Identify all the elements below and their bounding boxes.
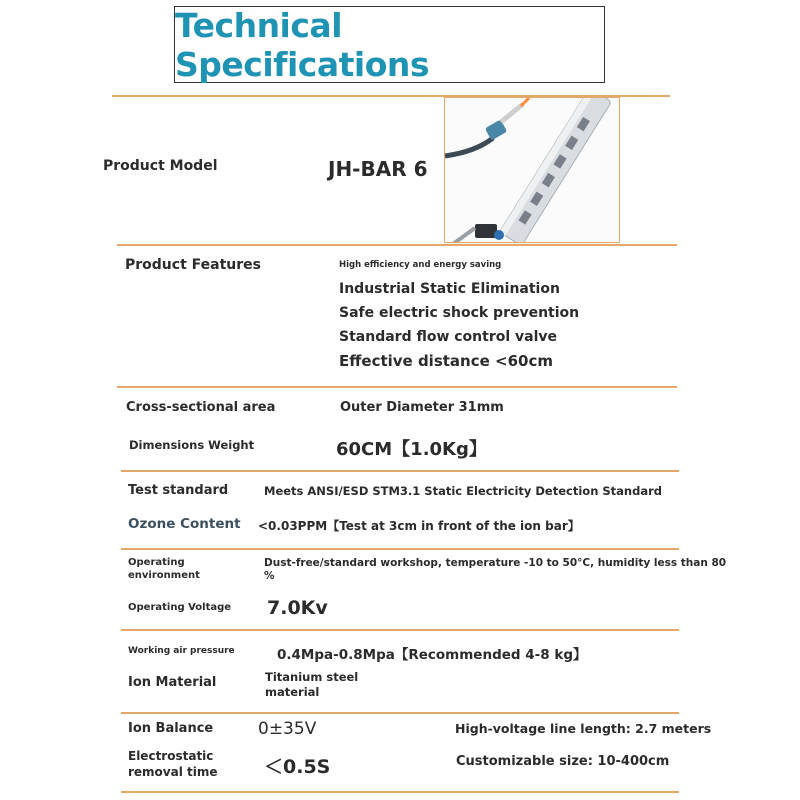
- page-title: Technical Specifications: [175, 5, 430, 84]
- environment-value: %: [264, 570, 275, 582]
- hv-line-length: High-voltage line length: 2.7 meters: [455, 721, 712, 736]
- divider: [121, 791, 679, 793]
- environment-label: environment: [128, 570, 200, 581]
- divider: [121, 712, 679, 714]
- product-image: [444, 97, 620, 243]
- ion-balance-value: 0±35V: [258, 719, 317, 739]
- dimensions-value: 60CM【1.0Kg】: [336, 439, 487, 460]
- voltage-value: 7.0Kv: [267, 597, 328, 619]
- environment-value: Dust-free/standard workshop, temperature -10 to 50°C, humidity less than 80: [264, 557, 727, 569]
- air-pressure-value: 0.4Mpa-0.8Mpa【Recommended 4-8 kg】: [277, 647, 587, 663]
- customizable-size: Customizable size: 10-400cm: [456, 754, 670, 769]
- test-standard-label: Test standard: [128, 483, 229, 498]
- feature-item: Standard flow control valve: [339, 329, 558, 345]
- feature-item: Safe electric shock prevention: [339, 305, 580, 321]
- removal-time-label: removal time: [128, 765, 218, 779]
- divider: [117, 386, 677, 388]
- ozone-value: <0.03PPM【Test at 3cm in front of the ion bar】: [258, 519, 580, 533]
- ion-material-label: Ion Material: [128, 675, 217, 690]
- cross-section-label: Cross-sectional area: [126, 400, 276, 415]
- removal-time-label: Electrostatic: [128, 749, 214, 763]
- ozone-label: Ozone Content: [128, 516, 241, 532]
- removal-time-value: ＜0.5S: [264, 756, 331, 778]
- feature-item: Industrial Static Elimination: [339, 281, 560, 297]
- ion-balance-label: Ion Balance: [128, 721, 214, 736]
- divider: [121, 629, 679, 631]
- voltage-label: Operating Voltage: [128, 602, 232, 613]
- feature-item: High efficiency and energy saving: [339, 260, 502, 270]
- product-features-label: Product Features: [125, 257, 261, 273]
- air-pressure-label: Working air pressure: [128, 646, 235, 656]
- product-model-value: JH-BAR 6: [328, 157, 428, 181]
- divider: [121, 470, 679, 472]
- divider: [117, 244, 677, 246]
- ion-bar-illustration: [445, 98, 620, 243]
- environment-label: Operating: [128, 557, 185, 568]
- feature-item: Effective distance <60cm: [339, 352, 553, 370]
- product-model-label: Product Model: [103, 158, 218, 174]
- ion-material-value: material: [265, 685, 320, 699]
- cross-section-value: Outer Diameter 31mm: [340, 400, 504, 415]
- dimensions-label: Dimensions Weight: [129, 438, 255, 452]
- test-standard-value: Meets ANSI/ESD STM3.1 Static Electricity Detection Standard: [264, 484, 663, 498]
- divider: [121, 548, 679, 550]
- ion-material-value: Titanium steel: [265, 670, 359, 684]
- title-box: [174, 6, 605, 83]
